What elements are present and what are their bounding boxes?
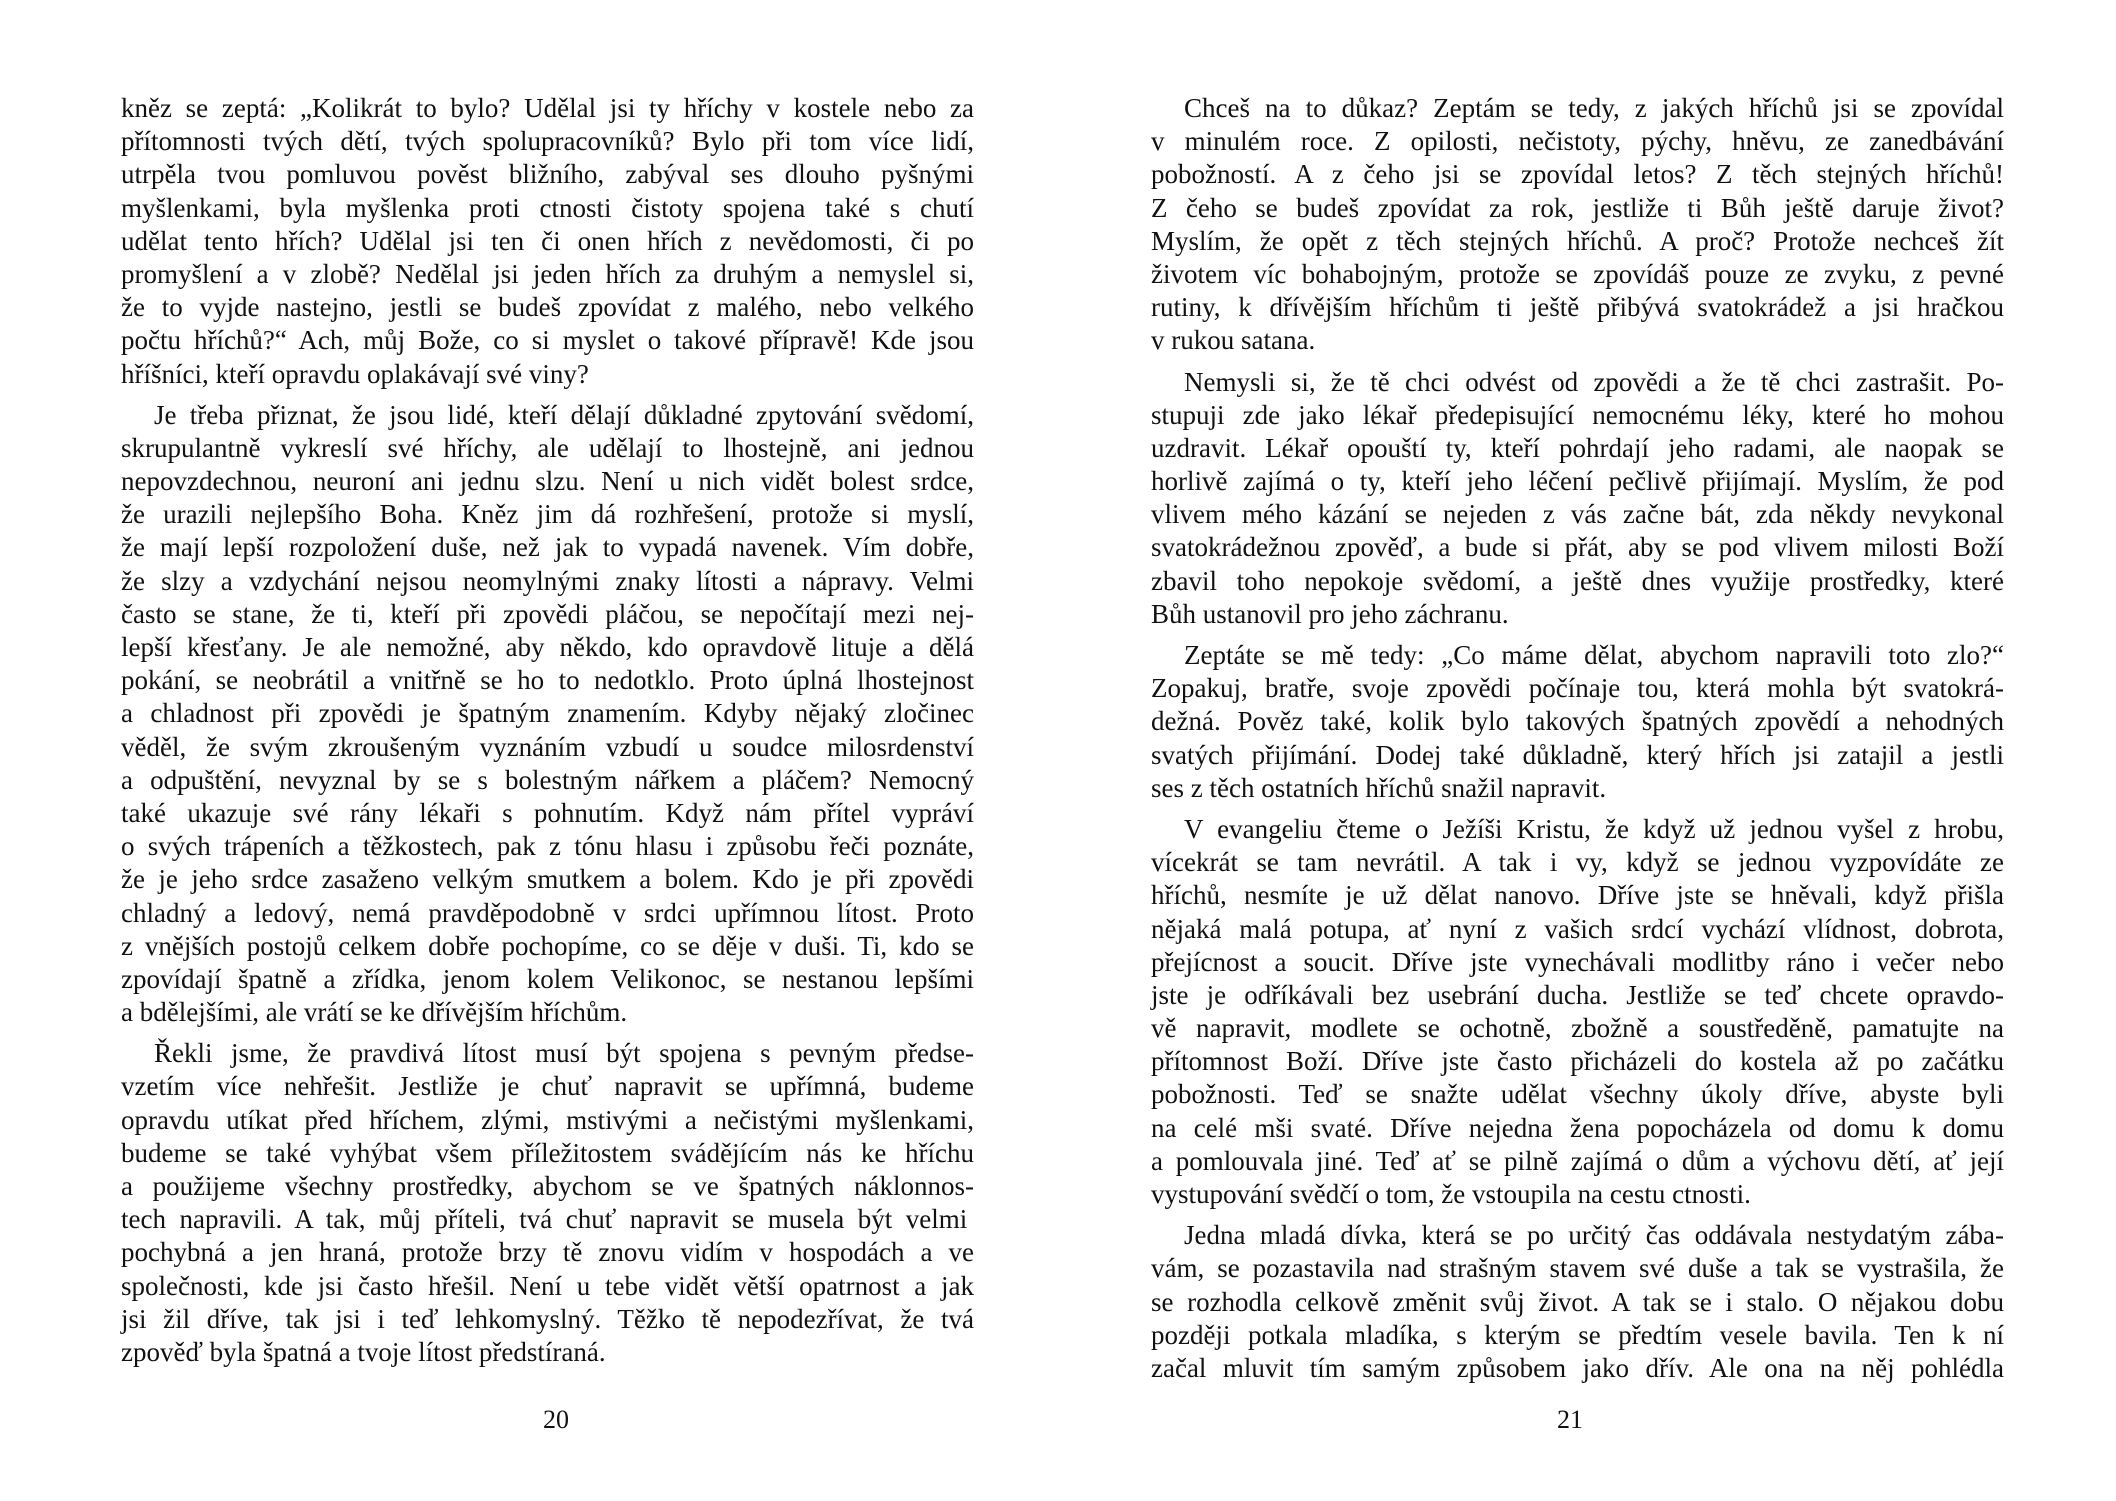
text-line <box>1151 1078 2004 1111</box>
text-line-content: V evangeliu čteme o Ježíši Kristu, že když už jednou vyšel z hrobu, <box>1184 813 2004 844</box>
text-line-content: dežná. Pověz také, kolik bylo takových špatných zpovědí a nehodných <box>1151 706 2004 737</box>
text-line-content: vám, se pozastavila nad strašným stavem své duše a tak se vystrašila, že <box>1151 1253 2004 1284</box>
text-line-content: zpověď byla špatná a tvoje lítost předstíraná. <box>121 1336 606 1367</box>
text-line-content: svatokrádežnou zpověď, a bude si přát, aby se pod vlivem milosti Boží <box>1151 532 2004 563</box>
text-line <box>121 125 974 158</box>
text-line <box>121 631 974 664</box>
text-line-content: často se stane, že ti, kteří při zpovědi pláčou, se nepočítají mezi nej- <box>121 598 974 629</box>
text-line <box>121 565 974 598</box>
text-line <box>1151 913 2004 946</box>
text-line <box>1151 1145 2004 1178</box>
text-line <box>1151 1112 2004 1145</box>
paragraph <box>1151 366 2004 632</box>
text-line <box>121 399 974 432</box>
text-line-content: společnosti, kde jsi často hřešil. Není u tebe vidět větší opatrnost a jak <box>121 1270 974 1301</box>
text-line <box>121 1170 974 1203</box>
text-line <box>121 358 974 391</box>
text-line <box>1151 979 2004 1012</box>
text-line-content: Myslím, že opět z těch stejných hříchů. A proč? Protože nechceš žít <box>1151 225 2004 256</box>
text-line <box>1151 598 2004 631</box>
text-line-content: kněz se zeptá: „Kolikrát to bylo? Udělal jsi ty hříchy v kostele nebo za <box>121 93 974 123</box>
text-line-content: věděl, že svým zkroušeným vyznáním vzbudí u soudce milosrdenství <box>121 731 974 762</box>
text-line <box>121 963 974 996</box>
text-line <box>121 764 974 797</box>
text-line-content: udělat tento hřích? Udělal jsi ten či onen hřích z nevědomosti, či po <box>121 225 974 256</box>
text-line <box>1151 1012 2004 1045</box>
text-line-content: a chladnost při zpovědi je špatným znamením. Kdyby nějaký zločinec <box>121 698 974 729</box>
text-line-content: Řekli jsme, že pravdivá lítost musí být spojena s pevným předse- <box>154 1038 974 1069</box>
text-line <box>1151 705 2004 738</box>
text-line-content: lepší křesťany. Je ale nemožné, aby někdo, kdo opravdově lituje a dělá <box>121 632 974 662</box>
text-line-content: zbavil toho nepokoje svědomí, a ještě dnes využije prostředky, které <box>1151 565 2004 596</box>
text-line <box>121 664 974 697</box>
text-line <box>121 158 974 191</box>
text-line-content: přítomnost Boží. Dříve jste často přicházeli do kostela až po začátku <box>1151 1046 2004 1077</box>
text-line <box>1151 192 2004 225</box>
text-line-content: ses z těch ostatních hříchů snažil napravit. <box>1151 772 1607 803</box>
text-line <box>1151 399 2004 432</box>
text-line-content: hříšníci, kteří opravdu oplakávají své viny? <box>121 358 589 389</box>
text-line <box>1151 739 2004 772</box>
text-line <box>1151 291 2004 324</box>
text-line-content: jste je odříkávali bez usebrání ducha. Jestliže se teď chcete opravdo- <box>1151 979 2004 1010</box>
text-line-content: skrupulantně vykreslí své hříchy, ale udělají to lhostejně, ani jednou <box>121 432 974 463</box>
text-line-content: a pomlouvala jiné. Teď ať se pilně zajímá o dům a výchovu dětí, ať její <box>1151 1145 2004 1176</box>
text-line <box>121 598 974 631</box>
text-line <box>1151 366 2004 399</box>
text-line-content: pochybná a jen hraná, protože brzy tě znovu vidím v hospodách a ve <box>121 1237 974 1268</box>
text-line-content: a odpuštění, nevyznal by se s bolestným nářkem a pláčem? Nemocný <box>121 764 974 795</box>
text-line-content: že mají lepší rozpoložení duše, než jak to vypadá navenek. Vím dobře, <box>121 532 974 563</box>
text-line <box>121 498 974 531</box>
text-line <box>1151 531 2004 564</box>
text-line <box>121 324 974 357</box>
text-line-content: v minulém roce. Z opilosti, nečistoty, pýchy, hněvu, ze zanedbávání <box>1151 126 2004 157</box>
text-line-content: v rukou satana. <box>1151 325 1316 356</box>
text-line-content: opravdu utíkat před hříchem, zlými, mstivými a nečistými myšlenkami, <box>121 1104 974 1135</box>
text-line <box>121 192 974 225</box>
text-line-content: vystupování svědčí o tom, že vstoupila na cestu ctnosti. <box>1151 1179 1751 1209</box>
text-line <box>121 258 974 291</box>
text-line <box>121 930 974 963</box>
text-line <box>1151 639 2004 672</box>
paragraph <box>1151 639 2004 805</box>
right-page-text <box>1151 92 2004 1393</box>
text-line <box>121 731 974 764</box>
text-line-content: Z čeho se budeš zpovídat za rok, jestliže ti Bůh ještě daruje život? <box>1151 192 2004 223</box>
text-line-content: Je třeba přiznat, že jsou lidé, kteří dělají důkladné zpytování svědomí, <box>154 399 974 430</box>
text-line-content: jsi žil dříve, tak jsi i teď lehkomyslný. Těžko tě nepodezřívat, že tvá <box>121 1303 974 1334</box>
text-line <box>1151 846 2004 879</box>
text-line <box>121 1037 974 1070</box>
page-number-right: 21 <box>1557 1405 1583 1434</box>
text-line <box>1151 1252 2004 1285</box>
text-line <box>121 1203 974 1236</box>
text-line-content: budeme se také vyhýbat všem příležitostem svádějícím nás ke hříchu <box>121 1137 974 1168</box>
text-line-content: pobožnosti. Teď se snažte udělat všechny úkoly dříve, abyste byli <box>1151 1079 2004 1110</box>
text-line-content: a použijeme všechny prostředky, abychom se ve špatných náklonnos- <box>121 1171 974 1201</box>
text-line-content: že urazili nejlepšího Boha. Kněz jim dá rozhřešení, protože si myslí, <box>121 499 974 530</box>
text-line-content: že to vyjde nastejno, jestli se budeš zpovídat z malého, nebo velkého <box>121 292 974 323</box>
text-line <box>1151 813 2004 846</box>
text-line-content: Zeptáte se mě tedy: „Co máme dělat, abychom napravili toto zlo?“ <box>1184 640 2004 670</box>
text-line <box>1151 465 2004 498</box>
text-line-content: utrpěla tvou pomluvou pověst bližního, zabýval ses dlouho pyšnými <box>121 159 974 190</box>
text-line <box>1151 324 2004 357</box>
text-line <box>1151 879 2004 912</box>
text-line <box>1151 125 2004 158</box>
text-line-content: později potkala mladíka, s kterým se předtím vesele bavila. Ten k ní <box>1151 1319 2004 1350</box>
text-line <box>1151 432 2004 465</box>
text-line <box>1151 1286 2004 1319</box>
text-line <box>1151 672 2004 705</box>
text-line-content: vlivem mého kázání se nejeden z vás začne bát, zda někdy nevykonal <box>1151 499 2004 530</box>
text-line-content: životem víc bohabojným, protože se zpovídáš pouze ze zvyku, z pevné <box>1151 258 2004 289</box>
text-line-content: tech napravili. A tak, můj příteli, tvá chuť napravit se musela být velmi <box>121 1204 968 1235</box>
paragraph <box>121 1037 974 1369</box>
text-line <box>121 432 974 465</box>
text-line <box>1151 1045 2004 1078</box>
paragraph <box>121 399 974 1030</box>
text-line-content: hříchů, nesmíte je už dělat nanovo. Dříve jste se hněvali, když přišla <box>1151 880 2004 911</box>
paragraph <box>1151 92 2004 358</box>
text-line-content: Bůh ustanovil pro jeho záchranu. <box>1151 598 1509 629</box>
text-line <box>121 1070 974 1103</box>
text-line-content: uzdravit. Lékař opouští ty, kteří pohrdají jeho radami, ale naopak se <box>1151 432 2004 463</box>
page-number-left: 20 <box>543 1405 569 1434</box>
text-line-content: o svých trápeních a těžkostech, pak z tónu hlasu i způsobu řeči poznáte, <box>121 831 974 862</box>
text-line <box>1151 225 2004 258</box>
text-line <box>121 797 974 830</box>
text-line-content: Nemysli si, že tě chci odvést od zpovědi a že tě chci zastrašit. Po- <box>1184 366 2004 397</box>
text-line-content: přítomnosti tvých dětí, tvých spolupracovníků? Bylo při tom více lidí, <box>121 126 974 157</box>
text-line-content: stupuji zde jako lékař předepisující nemocnému léky, které ho mohou <box>1151 399 2004 430</box>
text-line <box>121 291 974 324</box>
text-line-content: vzetím více nehřešit. Jestliže je chuť napravit se upřímná, budeme <box>121 1071 974 1102</box>
text-line-content: Chceš na to důkaz? Zeptám se tedy, z jakých hříchů jsi se zpovídal <box>1184 93 2004 123</box>
text-line-content: vě napravit, modlete se ochotně, zbožně a soustředěně, pamatujte na <box>1151 1013 2004 1044</box>
text-line <box>121 1336 974 1369</box>
text-line <box>121 1303 974 1336</box>
text-line <box>1151 772 2004 805</box>
text-line-content: pokání, se neobrátil a vnitřně se ho to nedotklo. Proto úplná lhostejnost <box>121 665 974 696</box>
text-line <box>121 830 974 863</box>
text-line-content: se rozhodla celkově změnit svůj život. A tak se i stalo. O nějakou dobu <box>1151 1286 2004 1317</box>
text-line <box>1151 1319 2004 1352</box>
text-line-content: na celé mši svaté. Dříve nejedna žena popocházela od domu k domu <box>1151 1112 2004 1143</box>
left-page-text <box>121 92 974 1377</box>
paragraph <box>1151 813 2004 1211</box>
text-line <box>121 897 974 930</box>
text-line-content: Jedna mladá dívka, která se po určitý čas oddávala nestydatým zába- <box>1184 1220 2004 1251</box>
text-line <box>1151 1219 2004 1252</box>
text-line-content: a bdělejšími, ale vrátí se ke dřívějším hříchům. <box>121 997 628 1028</box>
text-line <box>121 863 974 896</box>
text-line <box>121 1236 974 1269</box>
text-line <box>121 1137 974 1170</box>
text-line-content: horlivě zajímá o ty, kteří jeho léčení pečlivě přijímají. Myslím, že pod <box>1151 466 2004 497</box>
text-line <box>1151 565 2004 598</box>
text-line <box>1151 946 2004 979</box>
text-line-content: začal mluvit tím samým způsobem jako dřív. Ale ona na něj pohlédla <box>1151 1352 2004 1383</box>
text-line-content: zpovídají špatně a zřídka, jenom kolem Velikonoc, se nestanou lepšími <box>121 963 974 994</box>
text-line <box>1151 1178 2004 1211</box>
text-line-content: že slzy a vzdychání nejsou neomylnými znaky lítosti a nápravy. Velmi <box>121 565 974 596</box>
text-line-content: myšlenkami, byla myšlenka proti ctnosti čistoty spojena také s chutí <box>121 192 974 223</box>
text-line-content: vícekrát se tam nevrátil. A tak i vy, když se jednou vyzpovídáte ze <box>1151 847 2004 878</box>
text-line-content: rutiny, k dřívějším hříchům ti ještě přibývá svatokrádež a jsi hračkou <box>1151 292 2004 323</box>
text-line <box>1151 158 2004 191</box>
text-line <box>1151 1352 2004 1385</box>
text-line-content: také ukazuje své rány lékaři s pohnutím. Když nám přítel vypráví <box>121 797 974 828</box>
text-line-content: že je jeho srdce zasaženo velkým smutkem a bolem. Kdo je při zpovědi <box>121 864 974 895</box>
text-line <box>121 531 974 564</box>
text-line <box>121 225 974 258</box>
text-line <box>121 92 974 125</box>
text-line-content: z vnějších postojů celkem dobře pochopíme, co se děje v duši. Ti, kdo se <box>121 930 974 961</box>
text-line-content: nepovzdechnou, neuroní ani jednu slzu. Není u nich vidět bolest srdce, <box>121 466 974 497</box>
paragraph <box>121 92 974 391</box>
text-line-content: chladný a ledový, nemá pravděpodobně v srdci upřímnou lítost. Proto <box>121 897 974 928</box>
text-line <box>1151 258 2004 291</box>
text-line-content: Zopakuj, bratře, svoje zpovědi počínaje tou, která mohla být svatokrá- <box>1151 673 2004 704</box>
paragraph <box>1151 1219 2004 1385</box>
text-line-content: pobožností. A z čeho jsi se zpovídal letos? Z těch stejných hříchů! <box>1151 159 2004 190</box>
text-line <box>1151 498 2004 531</box>
text-line-content: promyšlení a v zlobě? Nedělal jsi jeden hřích za druhým a nemyslel si, <box>121 258 974 289</box>
text-line <box>121 1104 974 1137</box>
text-line-content: počtu hříchů?“ Ach, můj Bože, co si myslet o takové přípravě! Kde jsou <box>121 325 974 356</box>
text-line <box>121 697 974 730</box>
text-line <box>121 996 974 1029</box>
text-line <box>1151 92 2004 125</box>
text-line <box>121 465 974 498</box>
text-line-content: svatých přijímání. Dodej také důkladně, který hřích jsi zatajil a jestli <box>1151 739 2004 770</box>
text-line <box>121 1270 974 1303</box>
text-line-content: nějaká malá potupa, ať nyní z vašich srdcí vychází vlídnost, dobrota, <box>1151 913 2004 944</box>
text-line-content: přejícnost a soucit. Dříve jste vynechávali modlitby ráno i večer nebo <box>1151 946 2004 977</box>
